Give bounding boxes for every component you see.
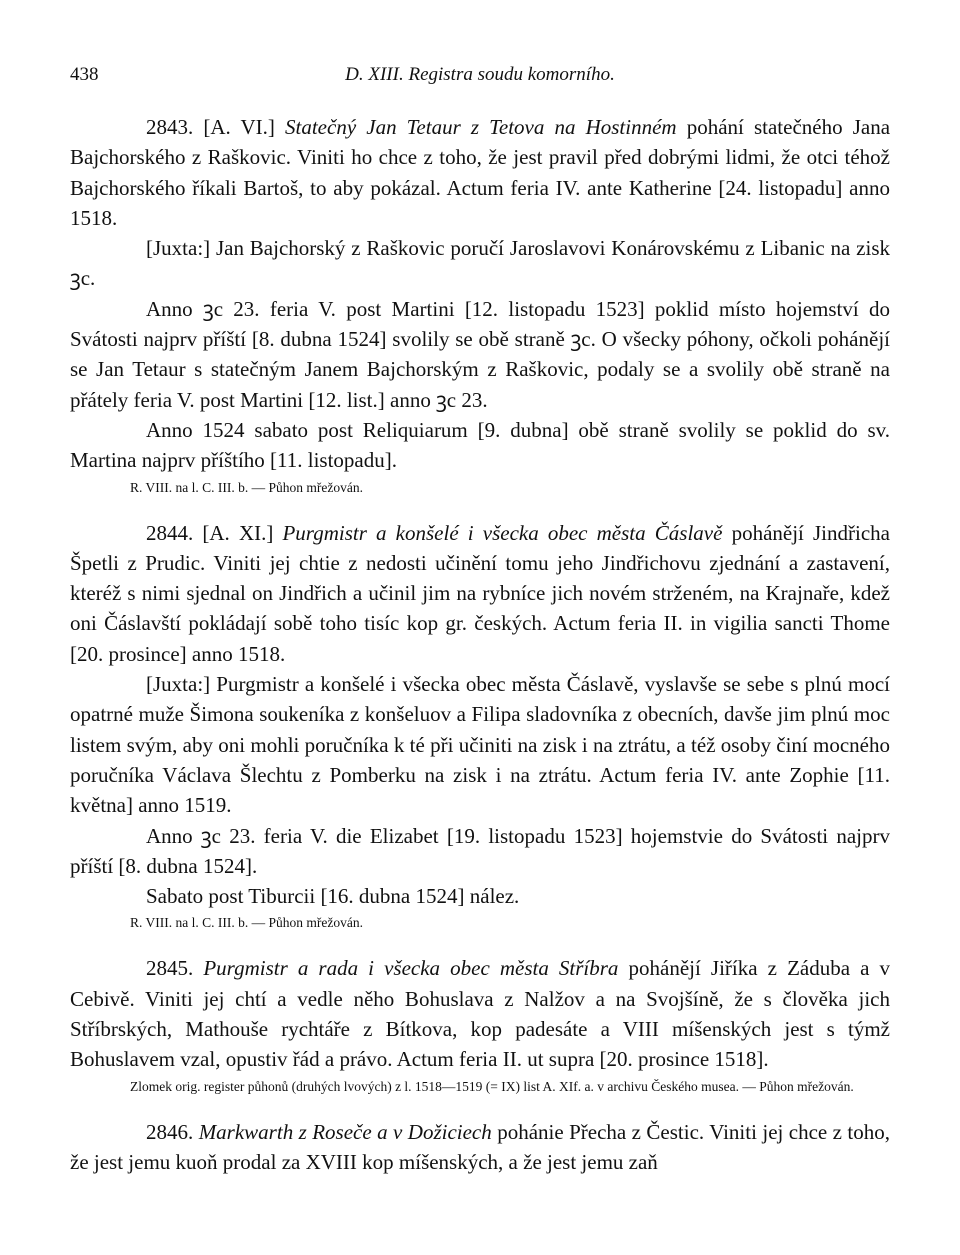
page-body [70,112,890,1196]
entry-parties: Purgmistr a rada i všecka obec města Stříbra [203,956,619,981]
entry-text: pohání statečného Jana Bajchorského z Raškovic. Viniti ho chce z toho, že jest pravil před dobrými lidmi, že otci téhož Bajchorského říkali Bartoš, to aby pokázal. Actum feria IV. ante Katherine [24. listopadu] anno 1518. [70,115,891,230]
entry-first-paragraph [70,112,890,233]
entry-number: 2846. [146,1119,194,1144]
entry-2846 [70,1117,890,1178]
source-note: R. VIII. na l. C. III. b. — Půhon mřežován. [130,915,363,931]
page-number: 438 [70,64,99,85]
entry-parties: Statečný Jan Tetaur z Tetova na Hostinném [285,115,677,139]
entry-paragraph: Anno ꝫc 23. feria V. die Elizabet [19. listopadu 1523] hojemstvie do Svátosti najprv příští [8. dubna 1524]. [70,823,890,878]
entry-2845 [70,953,890,1097]
entry-first-paragraph [70,1117,890,1178]
entry-text: pohánějí Jiříka z Záduba a v Cebivě. Viniti jej chtí a vedle něho Bohuslava z Nalžov a na Svojšíně, že s člověka jich Stříbrských, Mathouše rychtáře z Bítkova, kop padesáte a VIII míšenských jest s týmž Bohuslavem vzal, opustiv řád a právo. Actum feria II. ut supra [20. prosince 1518]. [70,956,891,1072]
page-header [70,64,890,94]
entry-paragraph: Sabato post Tiburcii [16. dubna 1524] nález. [146,884,520,909]
entry-number: 2844. [146,520,194,545]
entry-2844 [70,518,890,935]
source-note: Zlomek orig. register půhonů (druhých lvových) z l. 1518—1519 (= IX) list A. XIf. a. v archivu Českého musea. — Půhon mřežován. [130,1078,854,1094]
entry-first-paragraph [70,953,890,1074]
entry-parties: Markwarth z Roseče a v Dožiciech [198,1119,492,1144]
entry-paragraph: Anno 1524 sabato post Reliquiarum [9. dubna] obě straně svolily se poklid do sv. Martina najprv příštího [11. listopadu]. [70,417,890,473]
entry-paragraph: [Juxta:] Purgmistr a konšelé i všecka obec města Čáslavě, vyslavše se sebe s plnú mocí opatrné muže Šimona soukeníka z konšeluov a Filipa sladovníka z obecních, davše jim plnú moc listem svým, aby oni mohli poručníka k té při učiniti na zisk i na ztrátu, a též osoby činí mocného poručníka Václava Šlechtu z Pomberku na zisk i na ztrátu. Actum feria IV. ante Zophie [11. května] anno 1519. [70,672,890,818]
entry-text: pohánie Přecha z Čestic. Viniti jej chce z toho, že jest jemu kuoň prodal za XVIII kop míšenských, a že jest jemu zaň [70,1119,890,1174]
entry-source: [A. XI.] [202,520,274,545]
entry-first-paragraph [70,518,890,669]
entry-paragraph: Anno ꝫc 23. feria V. post Martini [12. listopadu 1523] poklid místo hojemství do Svátosti najprv příští [8. dubna 1524] svolily se obě straně ꝫc. O všecky póhony, očkoli pohánějí se Jan Tetaur s statečným Janem Bajchorským z Raškovic, podaly se a svolily obě straně na přátely feria V. post Martini [12. list.] anno ꝫc 23. [70,296,890,412]
entry-number: 2845. [146,956,194,981]
running-title: D. XIII. Registra soudu komorního. [345,64,615,85]
source-note: R. VIII. na l. C. III. b. — Půhon mřežován. [130,479,363,495]
entry-number: 2843. [146,115,194,139]
entry-parties: Purgmistr a konšelé i všecka obec města Čáslavě [282,520,723,545]
entry-text: pohánějí Jindřicha Špetli z Prudic. Viniti jej chtie z nedosti učinění tomu jeho Jindřichovu zjednání a zastavení, kteréž s nimi sjednal on Jindřich a učinil jim na rybníce jich novém strženém, na Krajnaře, kdež oni Čáslavští pokládají sobě toho tisíc kop gr. českých. Actum feria II. in vigilia sancti Thome [20. prosince] anno 1518. [70,520,890,666]
entry-paragraph: [Juxta:] Jan Bajchorský z Raškovic poručí Jaroslavovi Konárovskému z Libanic na zisk ꝫc. [70,236,890,291]
entry-source: [A. VI.] [203,115,275,139]
entry-2843 [70,112,890,499]
